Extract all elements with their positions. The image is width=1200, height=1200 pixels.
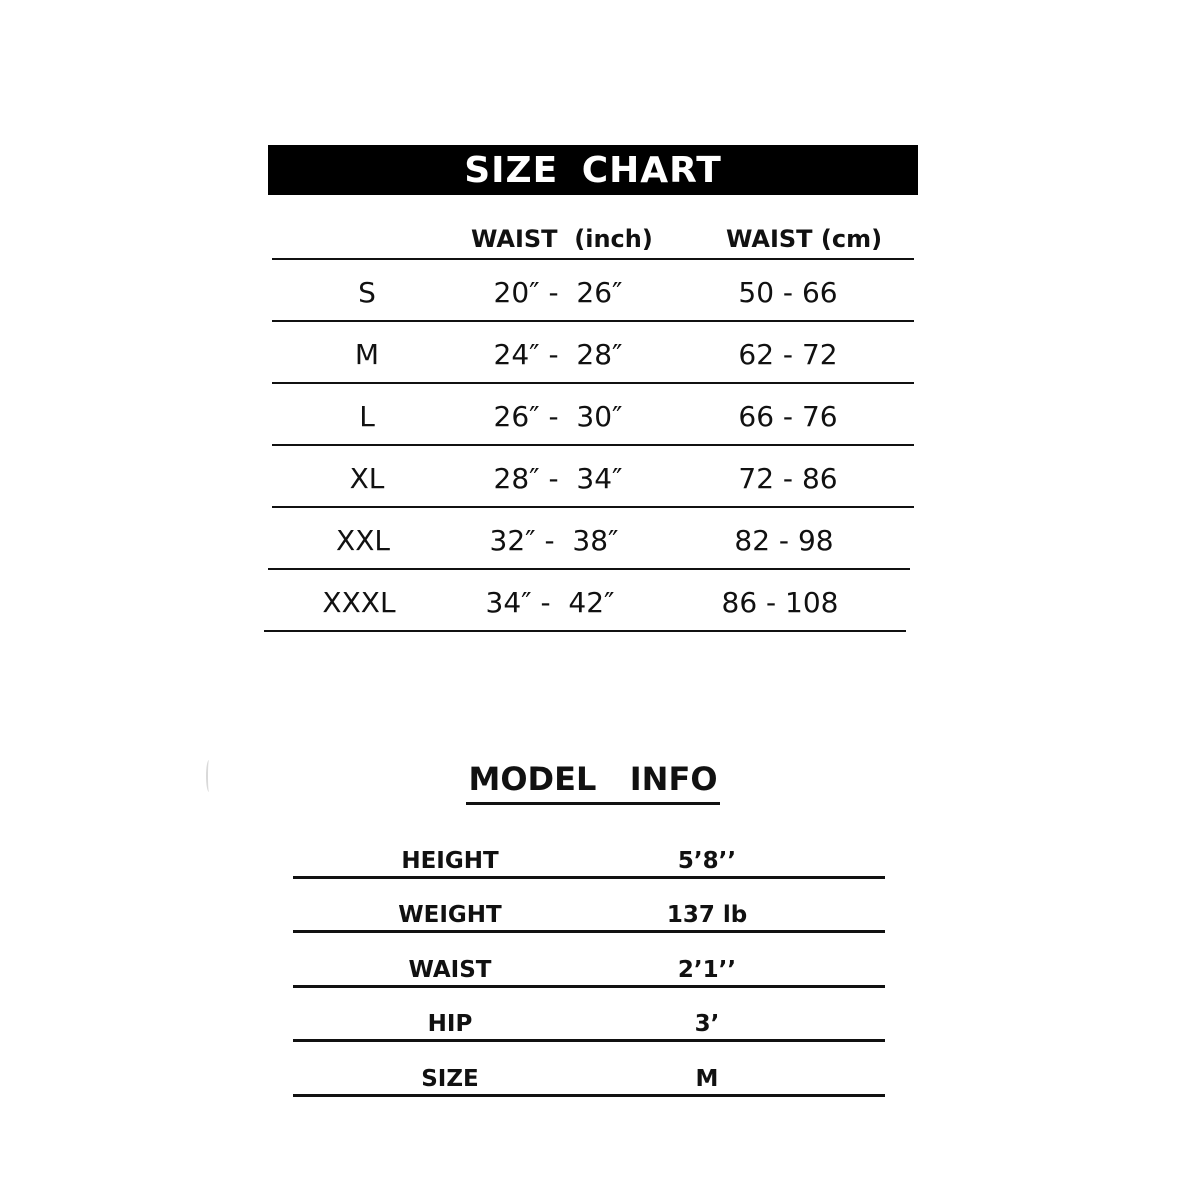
size-cell: XL bbox=[349, 462, 385, 495]
table-row bbox=[264, 570, 906, 632]
model-info-row bbox=[293, 879, 885, 934]
edge-mark bbox=[206, 760, 212, 792]
waist-inch-cell: 28″ - 34″ bbox=[493, 462, 623, 495]
size-chart-header bbox=[272, 195, 914, 260]
waist-inch-cell: 20″ - 26″ bbox=[493, 276, 623, 309]
waist-inch-cell: 32″ - 38″ bbox=[489, 524, 619, 557]
table-row bbox=[272, 322, 914, 384]
model-info-label: HEIGHT bbox=[401, 847, 499, 874]
waist-cm-cell: 62 - 72 bbox=[738, 338, 838, 371]
model-info-value: M bbox=[695, 1065, 719, 1092]
waist-cm-cell: 86 - 108 bbox=[721, 586, 839, 619]
waist-inch-cell: 26″ - 30″ bbox=[493, 400, 623, 433]
table-row bbox=[272, 260, 914, 322]
size-cell: XXXL bbox=[322, 586, 396, 619]
size-chart bbox=[268, 145, 918, 632]
size-cell: M bbox=[354, 338, 380, 371]
table-row bbox=[268, 508, 910, 570]
model-info-row bbox=[293, 1042, 885, 1097]
model-info-value: 3’ bbox=[694, 1011, 720, 1037]
size-cell: L bbox=[359, 400, 375, 433]
size-chart-rows bbox=[268, 260, 918, 632]
model-info-row bbox=[293, 933, 885, 988]
header-waist-inch: WAIST (inch) bbox=[471, 225, 653, 253]
model-info-label: HIP bbox=[427, 1011, 473, 1037]
waist-cm-cell: 72 - 86 bbox=[738, 462, 838, 495]
model-info-value: 137 lb bbox=[666, 902, 748, 928]
table-row bbox=[272, 384, 914, 446]
model-info-label: SIZE bbox=[421, 1065, 479, 1092]
model-info-row bbox=[293, 824, 885, 879]
waist-cm-cell: 82 - 98 bbox=[734, 524, 834, 557]
size-cell: XXL bbox=[336, 524, 390, 557]
size-cell: S bbox=[358, 276, 376, 309]
model-info-label: WEIGHT bbox=[398, 902, 502, 928]
table-row bbox=[272, 446, 914, 508]
model-info-value: 5’8’’ bbox=[677, 847, 737, 874]
waist-inch-cell: 24″ - 28″ bbox=[493, 338, 623, 371]
waist-inch-cell: 34″ - 42″ bbox=[485, 586, 615, 619]
model-info-row bbox=[293, 988, 885, 1043]
model-info-label: WAIST bbox=[408, 956, 492, 983]
model-info-table bbox=[293, 824, 885, 1097]
header-waist-cm: WAIST (cm) bbox=[726, 225, 883, 253]
waist-cm-cell: 66 - 76 bbox=[738, 400, 838, 433]
model-info-title: MODEL INFO bbox=[466, 758, 720, 805]
size-chart-title: SIZE CHART bbox=[268, 145, 918, 195]
model-info-value: 2’1’’ bbox=[677, 956, 737, 983]
waist-cm-cell: 50 - 66 bbox=[738, 276, 838, 309]
